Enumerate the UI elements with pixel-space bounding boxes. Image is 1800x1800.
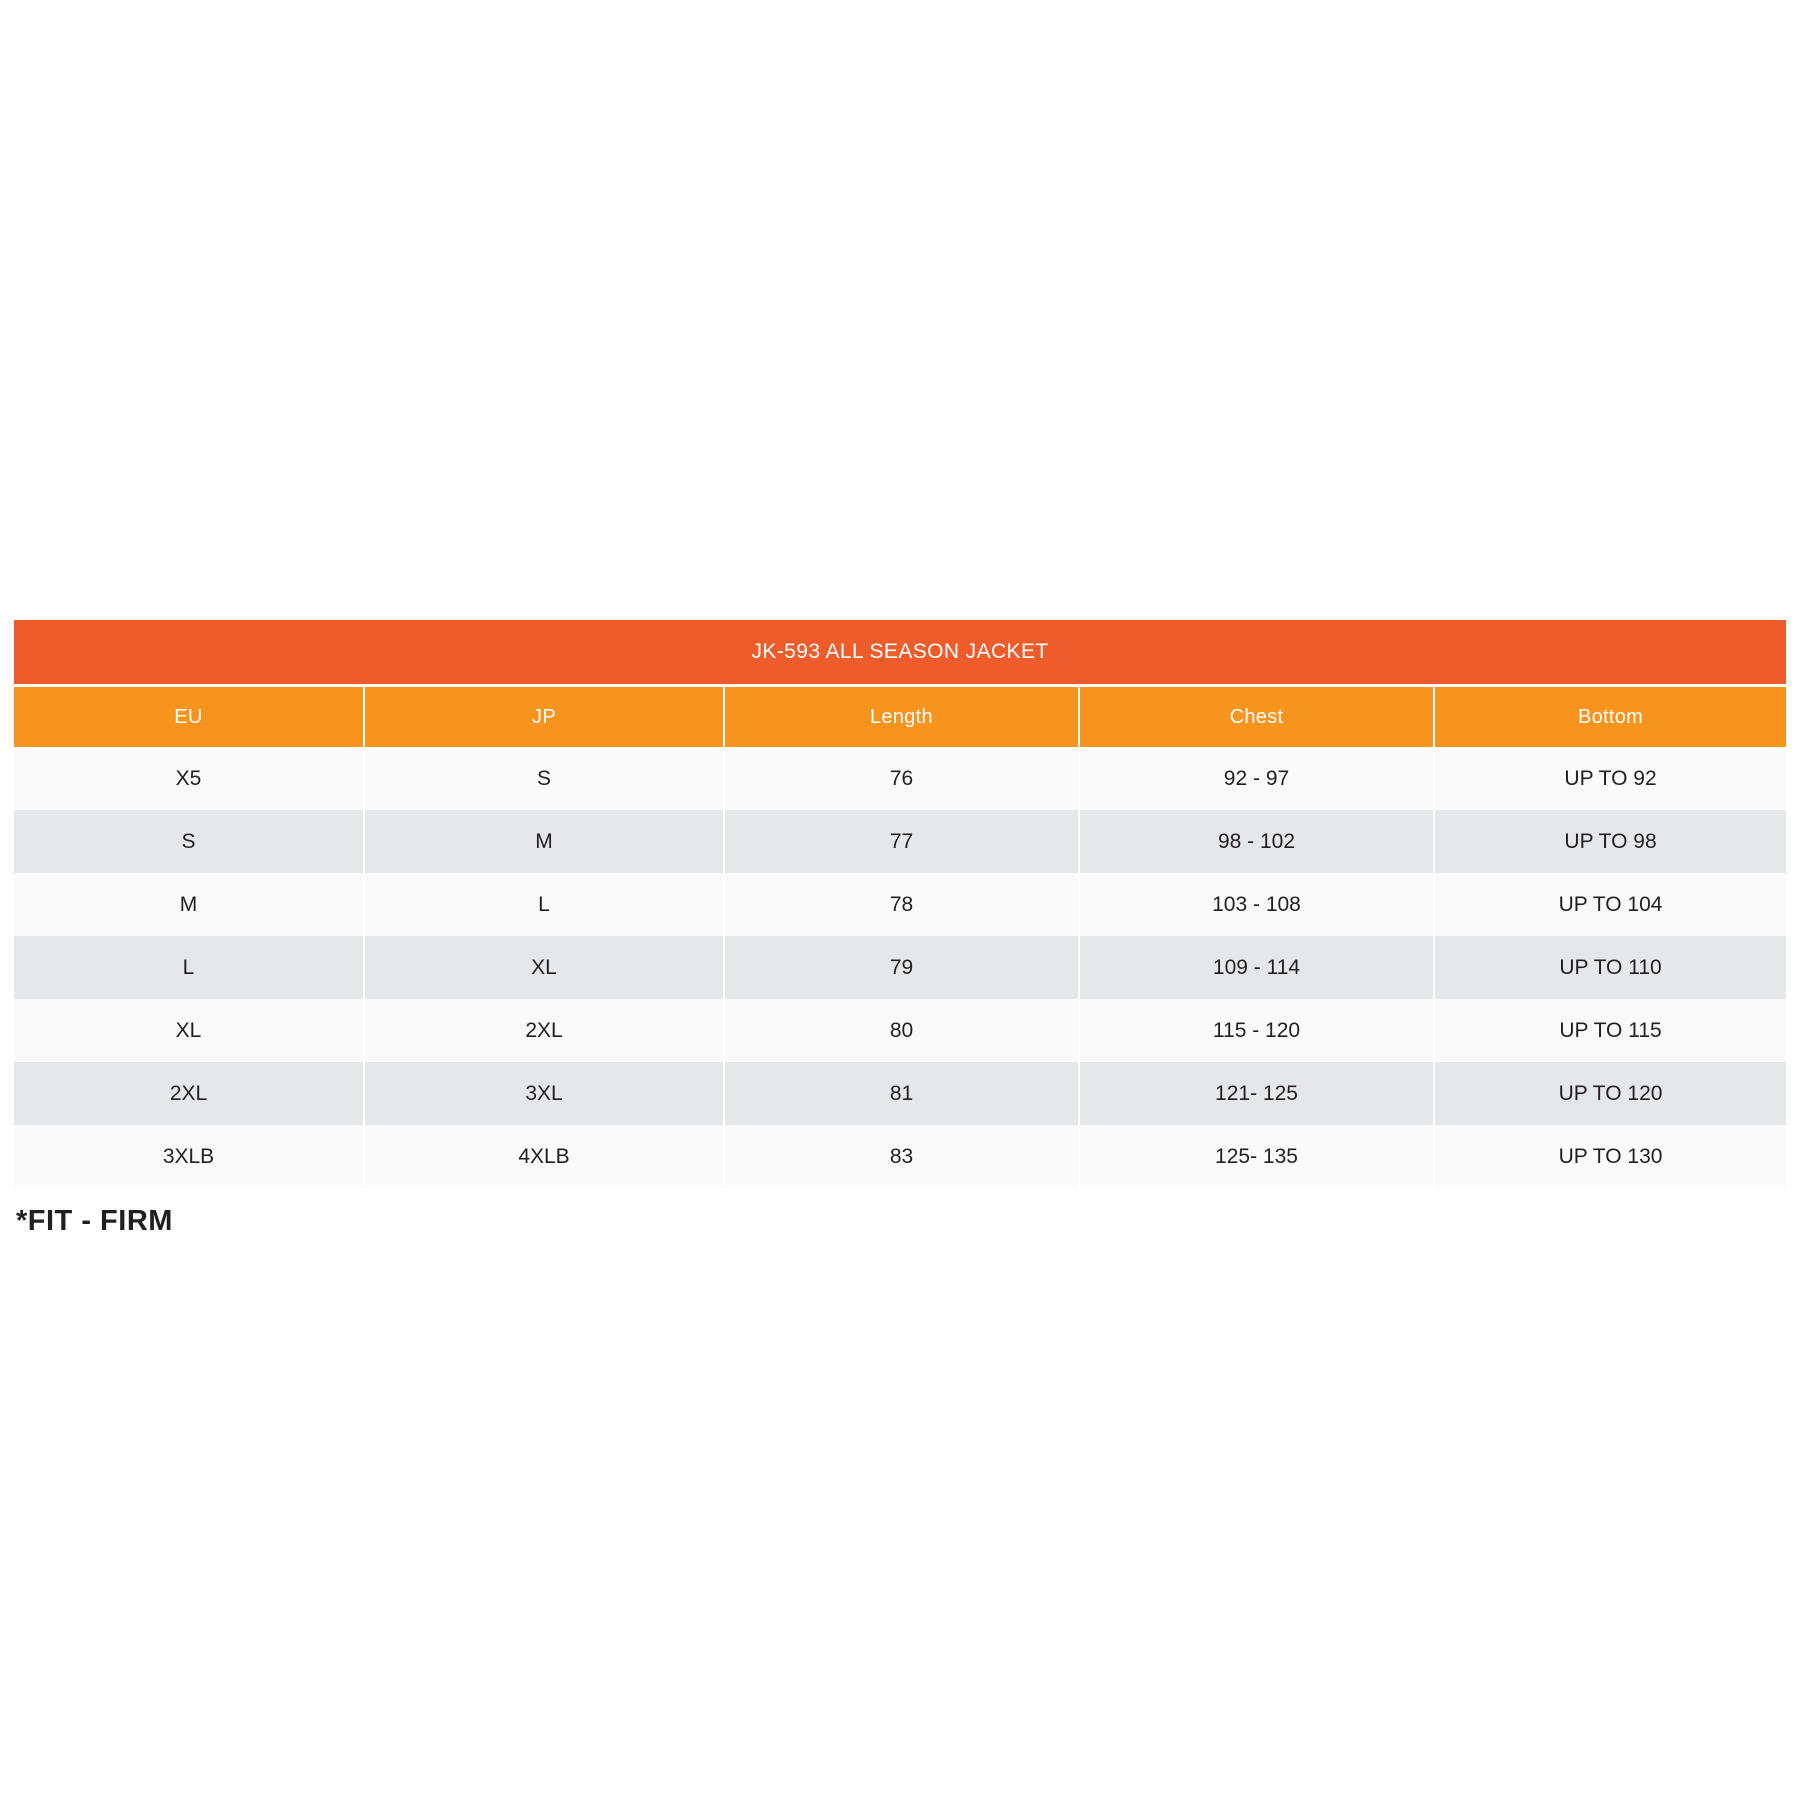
cell-bottom: UP TO 115 [1434,999,1786,1062]
cell-chest: 125- 135 [1079,1125,1434,1188]
cell-bottom: UP TO 104 [1434,873,1786,936]
cell-chest: 109 - 114 [1079,936,1434,999]
table-row [14,1125,1786,1188]
cell-jp: 2XL [364,999,724,1062]
table-title-row [14,620,1786,686]
cell-length: 83 [724,1125,1079,1188]
cell-jp: XL [364,936,724,999]
cell-eu: X5 [14,747,364,810]
cell-jp: S [364,747,724,810]
column-header-chest: Chest [1079,686,1434,748]
cell-eu: S [14,810,364,873]
cell-length: 80 [724,999,1079,1062]
cell-chest: 92 - 97 [1079,747,1434,810]
cell-chest: 98 - 102 [1079,810,1434,873]
size-chart-container [14,620,1786,1188]
cell-jp: M [364,810,724,873]
table-row [14,873,1786,936]
table-row [14,1062,1786,1125]
table-title: JK-593 ALL SEASON JACKET [14,620,1786,686]
fit-footnote: *FIT - FIRM [16,1205,173,1237]
cell-eu: XL [14,999,364,1062]
column-header-eu: EU [14,686,364,748]
cell-bottom: UP TO 120 [1434,1062,1786,1125]
cell-length: 78 [724,873,1079,936]
cell-eu: L [14,936,364,999]
cell-bottom: UP TO 110 [1434,936,1786,999]
column-header-length: Length [724,686,1079,748]
cell-bottom: UP TO 92 [1434,747,1786,810]
table-row [14,810,1786,873]
cell-eu: 2XL [14,1062,364,1125]
table-header-row [14,686,1786,748]
column-header-jp: JP [364,686,724,748]
size-chart-table [14,620,1786,1188]
cell-length: 79 [724,936,1079,999]
table-row [14,999,1786,1062]
cell-length: 76 [724,747,1079,810]
cell-bottom: UP TO 98 [1434,810,1786,873]
cell-jp: 3XL [364,1062,724,1125]
cell-chest: 115 - 120 [1079,999,1434,1062]
table-row [14,747,1786,810]
cell-bottom: UP TO 130 [1434,1125,1786,1188]
cell-eu: M [14,873,364,936]
cell-jp: L [364,873,724,936]
cell-chest: 103 - 108 [1079,873,1434,936]
cell-length: 77 [724,810,1079,873]
table-body [14,747,1786,1188]
cell-eu: 3XLB [14,1125,364,1188]
cell-length: 81 [724,1062,1079,1125]
column-header-bottom: Bottom [1434,686,1786,748]
table-row [14,936,1786,999]
cell-chest: 121- 125 [1079,1062,1434,1125]
cell-jp: 4XLB [364,1125,724,1188]
